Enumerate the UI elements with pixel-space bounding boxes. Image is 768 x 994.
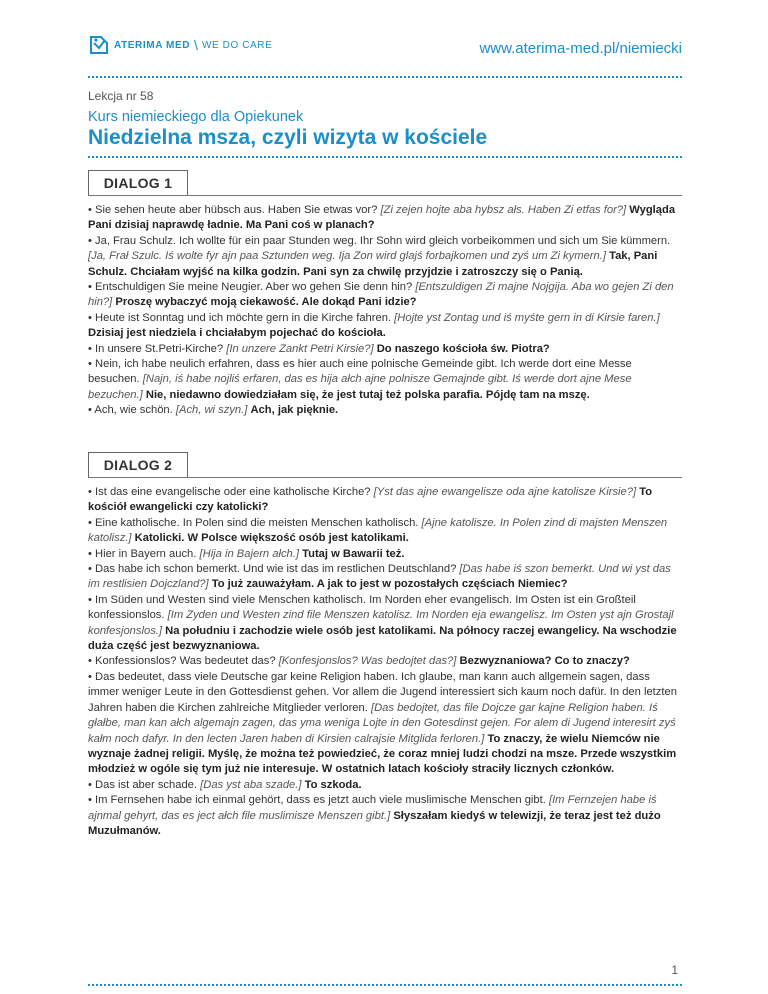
dialog-line: • Im Fernsehen habe ich einmal gehört, dass es jetzt auch viele muslimische Menschen gibt. [Im Fernzejen habe iś ajnmal gehyrt, das es ject ałch file muslimisze Menszen gibt.] Słyszałam kiedyś w telewizji, że teraz jest też dużo Muzułmanów. [88, 794, 661, 837]
aterima-logo-icon [88, 34, 110, 56]
footer-divider [88, 984, 682, 986]
dialog-line: • Im Süden und Westen sind viele Menschen katholisch. Im Norden eher evangelisch. Im Osten ist ein Großteil konfessionslos. [Im Zyden und Westen zind file Menszen katolisz. Im Norden eja ewangelisz. Im Osten yst ajn Grostajl konfesjonslos.] Na południu i zachodzie wiele osób jest katolikami. Na północy raczej ewangelicy. Na wschodzie duża część jest bezwyznaniowa. [88, 593, 677, 653]
dialog-line: • Eine katholische. In Polen sind die meisten Menschen katholisch. [Ajne katolisze. In Polen zind di majsten Menszen katolisz.] Katolicki. W Polsce większość osób jest katolikami. [88, 516, 668, 545]
dialog-1-text [88, 203, 682, 419]
dialog-1-rule [88, 195, 682, 196]
logo-separator: \ [194, 37, 198, 53]
dialog-line: • Das ist aber schade. [Das yst aba szade.] To szkoda. [88, 778, 362, 791]
dialog-2-text [88, 485, 682, 839]
logo-tagline: WE DO CARE [201, 39, 273, 51]
dialog-line: • Sie sehen heute aber hübsch aus. Haben Sie etwas vor? [Zi zejen hojte aba hybsz ałs. Haben Zi etfas for?] Wygląda Pani dzisiaj naprawdę ładnie. Ma Pani coś w planach? [88, 204, 676, 232]
title-divider [88, 156, 682, 158]
dialog-line: • Nein, ich habe neulich erfahren, dass es hier auch eine polnische Gemeinde gibt. Ich werde dort eine Messe besuchen. [Najn, iś habe nojliś erfaren, das es hija ałch ajne polnisze Gemajnde gibt. Iś werde dort ajne Mese bezuchen.] Nie, niedawno dowiedziałam się, że jest tutaj też polska parafia. Pójdę tam na mszę. [88, 358, 632, 401]
brand-logo[interactable] [88, 34, 272, 56]
dialog-2-rule [88, 477, 682, 478]
dialog-line: • Konfessionslos? Was bedeutet das? [Konfesjonslos? Was bedojtet das?] Bezwyznaniowa? Co to znaczy? [88, 655, 630, 668]
dialog-line: • Ist das eine evangelische oder eine katholische Kirche? [Yst das ajne ewangelisze oda ajne katolisze Kirsie?] To kościół ewangelicki czy katolicki? [88, 486, 653, 514]
dialog-line: • Ach, wie schön. [Ach, wi szyn.] Ach, jak pięknie. [88, 404, 339, 417]
dialog-1-label: DIALOG 1 [103, 175, 173, 191]
dialog-line: • Entschuldigen Sie meine Neugier. Aber wo gehen Sie denn hin? [Entszuldigen Zi majne Nojgija. Aba wo gejen Zi den hin?] Proszę wybaczyć moją ciekawość. Ale dokąd Pani idzie? [88, 281, 674, 309]
dialog-2-label: DIALOG 2 [103, 457, 173, 473]
page-header [88, 34, 682, 64]
dialog-line: • Das habe ich schon bemerkt. Und wie ist das im restlichen Deutschland? [Das habe iś szon bemerkt. Und wi yst das im restlisien Dojczland?] To już zauważyłam. A jak to jest w pozostałych częściach Niemiec? [88, 563, 671, 591]
logo-name: ATERIMA MED [114, 39, 191, 51]
course-name: Kurs niemieckiego dla Opiekunek [88, 109, 304, 125]
dialog-1-box [88, 170, 188, 196]
lesson-number: Lekcja nr 58 [88, 89, 154, 103]
dialog-line: • Ja, Frau Schulz. Ich wollte für ein paar Stunden weg. Ihr Sohn wird gleich vorbeikommen und sich um Sie kümmern. [Ja, Frał Szulc. Iś wolte fyr ajn paa Sztunden weg. Ija Zon wird glajś forbajkomen und zyś um Zi kymern.] Tak, Pani Schulz. Chciałam wyjść na kilka godzin. Pani syn za chwilę przyjdzie i zatroszczy się o Panią. [88, 234, 671, 278]
dialog-line: • In unsere St.Petri-Kirche? [In unzere Zankt Petri Kirsie?] Do naszego kościoła św. Piotra? [88, 342, 550, 355]
dialog-line: • Das bedeutet, dass viele Deutsche gar keine Religion haben. Ich glaube, man kann auch allgemein sagen, dass immer weniger Leute in den Gottesdienst gehen. Vor allem die Jugend interessiert sich kaum noch dafür. In den letzten Jahren haben die Kirchen zahlreiche Mitglieder verloren. [Das bedojtet, das file Dojcze gar kajne Religion haben. Iś głałbe, man kan ałch algemajn zagen, das yma weniga Lojte in den Gotesdinst gejen. For alem di Jugend interesirt zyś kałm noch dafyr. In den lecten Jaren haben di Kirsien calrajsie Mitglida ferloren.] To znaczy, że wielu Niemców nie wyznaje żadnej religii. Myślę, że można też powiedzieć, że coraz mniej ludzi chodzi na msze. Przede wszystkim młodzież w ogóle się tym już nie interesuje. W ostatnich latach kościoły straciły licznych członków. [88, 670, 677, 776]
website-link[interactable]: www.aterima-med.pl/niemiecki [479, 40, 682, 57]
dialog-2-box [88, 452, 188, 478]
header-divider [88, 76, 682, 78]
page-number: 1 [671, 963, 678, 977]
dialog-line: • Hier in Bayern auch. [Hija in Bajern ałch.] Tutaj w Bawarii też. [88, 547, 405, 560]
page-title: Niedzielna msza, czyli wizyta w kościele [88, 126, 488, 149]
dialog-line: • Heute ist Sonntag und ich möchte gern in die Kirche fahren. [Hojte yst Zontag und iś myśte gern in di Kirsie faren.] Dzisiaj jest niedziela i chciałabym pojechać do kościoła. [88, 311, 660, 340]
